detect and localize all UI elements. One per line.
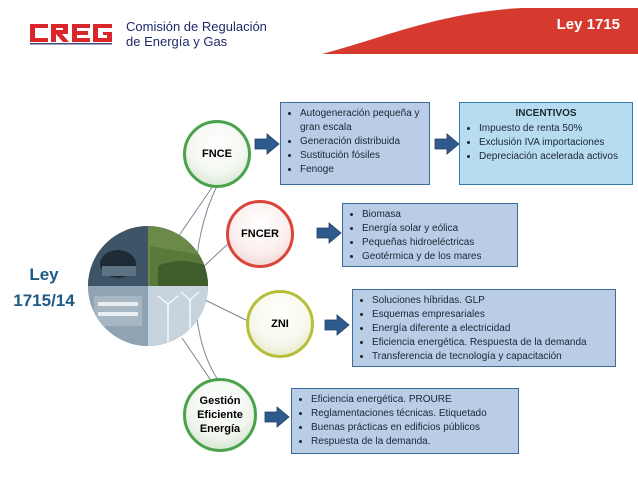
list-item: • Reglamentaciones técnicas. Etiquetado (311, 407, 512, 421)
arrow-right-icon (324, 314, 350, 336)
node-gee-line-3: Energía (199, 423, 241, 435)
logo-line-1: Comisión de Regulación (126, 19, 267, 34)
node-fncer-label: FNCER (241, 228, 279, 240)
list-item: • Sustitución fósiles (300, 149, 423, 163)
list-item: • Eficiencia energética. PROURE (311, 393, 512, 407)
node-gestion-eficiente (183, 378, 257, 452)
list-item: • Energía solar y eólica (362, 222, 511, 236)
arrow-right-icon (316, 222, 342, 244)
fnce-details-box (280, 102, 430, 185)
list-item: • Fenoge (300, 163, 423, 177)
list-item: • Eficiencia energética. Respuesta de la demanda (372, 336, 609, 350)
energy-photo-collage (88, 226, 208, 346)
arrow-right-icon (434, 133, 460, 155)
arrow-right-icon (254, 133, 280, 155)
list-item: • Biomasa (362, 208, 511, 222)
list-item: • Pequeñas hidroeléctricas (362, 236, 511, 250)
list-item: • Respuesta de la demanda. (311, 435, 512, 449)
node-fnce (183, 120, 251, 188)
incentivos-box (459, 102, 633, 185)
node-zni (246, 290, 314, 358)
ley-label-line-2: 1715/14 (13, 291, 75, 310)
node-fncer (226, 200, 294, 268)
node-gee-line-2: Eficiente (197, 409, 243, 421)
list-item: • Impuesto de renta 50% (479, 122, 626, 136)
arrow-right-icon (264, 406, 290, 428)
list-item: • Autogeneración pequeña y gran escala (300, 107, 423, 135)
list-item: • Exclusión IVA importaciones (479, 136, 626, 150)
list-item: • Transferencia de tecnología y capacitación (372, 350, 609, 364)
incentivos-title: INCENTIVOS (515, 108, 577, 119)
ley-label-line-1: Ley (29, 265, 59, 284)
list-item: • Depreciación acelerada activos (479, 150, 626, 164)
fncer-details-box (342, 203, 518, 267)
gestion-eficiente-details-box (291, 388, 519, 454)
zni-details-box (352, 289, 616, 367)
list-item: • Generación distribuida (300, 135, 423, 149)
list-item: • Esquemas empresariales (372, 308, 609, 322)
list-item: • Buenas prácticas en edificios públicos (311, 421, 512, 435)
list-item: • Energía diferente a electricidad (372, 322, 609, 336)
node-gee-line-1: Gestión (199, 395, 241, 407)
slide-title: Ley 1715 (556, 16, 620, 33)
node-zni-label: ZNI (271, 318, 289, 330)
logo-line-2: de Energía y Gas (126, 34, 228, 49)
list-item: • Soluciones híbridas. GLP (372, 294, 609, 308)
node-fnce-label: FNCE (202, 148, 232, 160)
list-item: • Geotérmica y de los mares (362, 250, 511, 264)
